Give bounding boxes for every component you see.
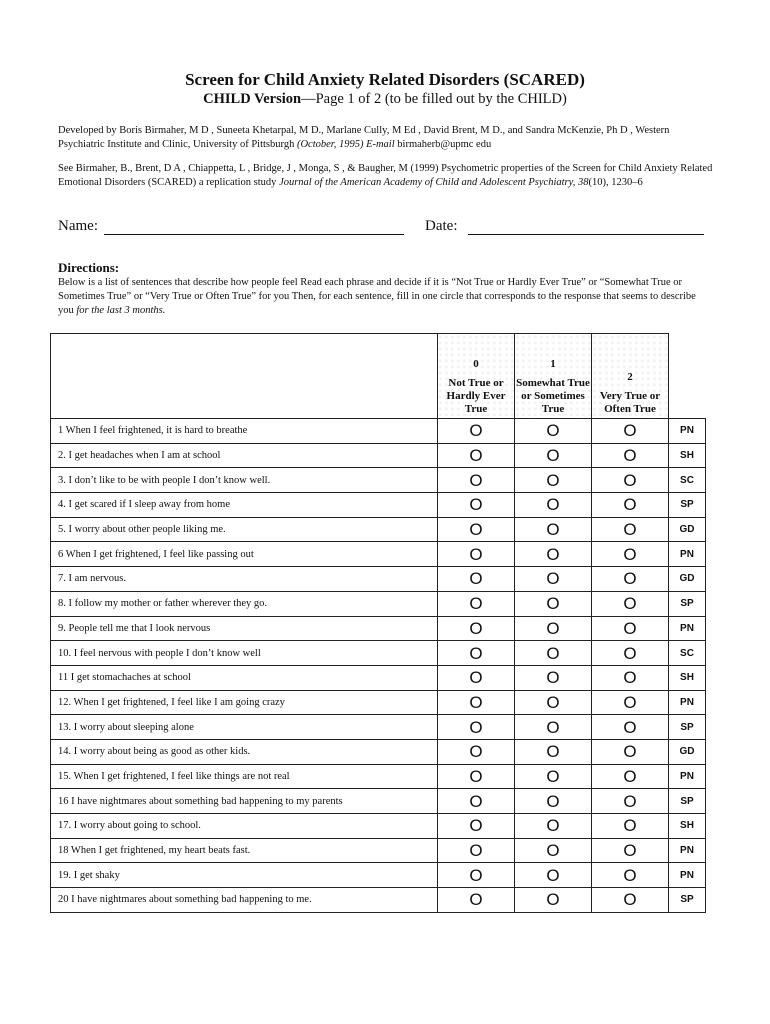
response-circle-1[interactable]: O bbox=[546, 495, 560, 515]
item-text: 10. I feel nervous with people I don’t know well bbox=[51, 641, 438, 666]
response-cell-1 bbox=[515, 542, 592, 567]
response-circle-2[interactable]: O bbox=[623, 791, 637, 811]
table-row bbox=[51, 419, 706, 444]
response-cell-1 bbox=[515, 517, 592, 542]
table-row bbox=[51, 764, 706, 789]
item-code: SC bbox=[669, 641, 706, 666]
response-cell-1 bbox=[515, 641, 592, 666]
response-circle-0[interactable]: O bbox=[469, 470, 483, 490]
version-description: —Page 1 of 2 (to be filled out by the CHILD) bbox=[301, 91, 567, 107]
response-circle-0[interactable]: O bbox=[469, 569, 483, 589]
table-row bbox=[51, 888, 706, 913]
response-circle-2[interactable]: O bbox=[623, 692, 637, 712]
response-cell-2 bbox=[592, 690, 669, 715]
response-cell-2 bbox=[592, 665, 669, 690]
response-circle-2[interactable]: O bbox=[623, 890, 637, 910]
response-circle-0[interactable]: O bbox=[469, 520, 483, 540]
response-cell-2 bbox=[592, 641, 669, 666]
response-cell-0 bbox=[438, 838, 515, 863]
response-circle-2[interactable]: O bbox=[623, 668, 637, 688]
response-circle-0[interactable]: O bbox=[469, 742, 483, 762]
item-code: SH bbox=[669, 665, 706, 690]
item-text: 19. I get shaky bbox=[51, 863, 438, 888]
item-code: GD bbox=[669, 567, 706, 592]
name-label: Name: bbox=[58, 218, 98, 234]
response-circle-1[interactable]: O bbox=[546, 766, 560, 786]
header-code-spacer bbox=[669, 334, 706, 419]
response-circle-0[interactable]: O bbox=[469, 618, 483, 638]
response-circle-2[interactable]: O bbox=[623, 470, 637, 490]
table-row bbox=[51, 493, 706, 518]
response-circle-0[interactable]: O bbox=[469, 668, 483, 688]
response-circle-1[interactable]: O bbox=[546, 446, 560, 466]
item-text: 15. When I get frightened, I feel like things are not real bbox=[51, 764, 438, 789]
response-circle-0[interactable]: O bbox=[469, 791, 483, 811]
table-row bbox=[51, 665, 706, 690]
response-circle-0[interactable]: O bbox=[469, 594, 483, 614]
item-code: GD bbox=[669, 739, 706, 764]
table-row bbox=[51, 443, 706, 468]
response-cell-0 bbox=[438, 764, 515, 789]
response-cell-1 bbox=[515, 419, 592, 444]
item-text: 5. I worry about other people liking me. bbox=[51, 517, 438, 542]
response-cell-0 bbox=[438, 715, 515, 740]
response-circle-1[interactable]: O bbox=[546, 618, 560, 638]
item-code: PN bbox=[669, 764, 706, 789]
item-code: SC bbox=[669, 468, 706, 493]
date-label: Date: bbox=[425, 218, 458, 234]
item-text: 14. I worry about being as good as other kids. bbox=[51, 739, 438, 764]
citation: See Birmaher, B., Brent, D A , Chiappetta, L , Bridge, J , Monga, S , & Baugher, M (1999) Psychometric properties of the Screen for Child Anxiety Related Emotional Disorders (SCARED) a replication study Journal of the American Academy of Child and Adolescent Psychiatry, 38(10), 1230–6 bbox=[58, 163, 713, 188]
response-cell-1 bbox=[515, 567, 592, 592]
response-cell-1 bbox=[515, 616, 592, 641]
item-code: PN bbox=[669, 419, 706, 444]
response-cell-0 bbox=[438, 789, 515, 814]
response-circle-1[interactable]: O bbox=[546, 791, 560, 811]
response-circle-2[interactable]: O bbox=[623, 865, 637, 885]
response-circle-2[interactable]: O bbox=[623, 421, 637, 441]
response-circle-0[interactable]: O bbox=[469, 692, 483, 712]
developed-by: Developed by Boris Birmaher, M D , Suneeta Khetarpal, M D., Marlane Cully, M Ed , David Brent, M D., and Sandra McKenzie, Ph D , Western Psychiatric Institute and Clinic, University of Pittsburgh (October, 1995) E-mail birmaherb@upmc edu bbox=[58, 125, 670, 150]
date-field[interactable] bbox=[468, 234, 704, 235]
table-header-row bbox=[51, 334, 706, 419]
response-circle-0[interactable]: O bbox=[469, 890, 483, 910]
response-circle-2[interactable]: O bbox=[623, 643, 637, 663]
table-row bbox=[51, 863, 706, 888]
table-row bbox=[51, 591, 706, 616]
response-cell-2 bbox=[592, 419, 669, 444]
response-cell-2 bbox=[592, 888, 669, 913]
item-code: SP bbox=[669, 715, 706, 740]
response-cell-2 bbox=[592, 493, 669, 518]
item-text: 2. I get headaches when I am at school bbox=[51, 443, 438, 468]
table-row bbox=[51, 789, 706, 814]
table-row bbox=[51, 567, 706, 592]
table-row bbox=[51, 715, 706, 740]
response-circle-2[interactable]: O bbox=[623, 520, 637, 540]
version-label: CHILD Version bbox=[203, 91, 302, 107]
table-row bbox=[51, 641, 706, 666]
response-cell-0 bbox=[438, 517, 515, 542]
table-row bbox=[51, 616, 706, 641]
response-cell-0 bbox=[438, 493, 515, 518]
item-text: 4. I get scared if I sleep away from home bbox=[51, 493, 438, 518]
response-cell-0 bbox=[438, 863, 515, 888]
response-cell-0 bbox=[438, 690, 515, 715]
response-cell-1 bbox=[515, 764, 592, 789]
response-cell-2 bbox=[592, 616, 669, 641]
response-circle-1[interactable]: O bbox=[546, 841, 560, 861]
response-cell-0 bbox=[438, 739, 515, 764]
response-circle-2[interactable]: O bbox=[623, 618, 637, 638]
response-cell-0 bbox=[438, 419, 515, 444]
response-circle-1[interactable]: O bbox=[546, 470, 560, 490]
response-cell-1 bbox=[515, 888, 592, 913]
questionnaire-table bbox=[50, 333, 706, 913]
response-circle-0[interactable]: O bbox=[469, 446, 483, 466]
response-circle-0[interactable]: O bbox=[469, 766, 483, 786]
response-cell-0 bbox=[438, 468, 515, 493]
response-cell-2 bbox=[592, 468, 669, 493]
table-row bbox=[51, 468, 706, 493]
response-cell-2 bbox=[592, 838, 669, 863]
response-circle-0[interactable]: O bbox=[469, 421, 483, 441]
response-circle-1[interactable]: O bbox=[546, 594, 560, 614]
response-cell-1 bbox=[515, 493, 592, 518]
item-code: SP bbox=[669, 888, 706, 913]
questionnaire-rows bbox=[51, 419, 706, 913]
response-circle-2[interactable]: O bbox=[623, 742, 637, 762]
response-cell-1 bbox=[515, 838, 592, 863]
response-circle-2[interactable]: O bbox=[623, 495, 637, 515]
response-cell-1 bbox=[515, 690, 592, 715]
response-cell-2 bbox=[592, 715, 669, 740]
response-circle-0[interactable]: O bbox=[469, 717, 483, 737]
response-cell-1 bbox=[515, 863, 592, 888]
response-circle-0[interactable]: O bbox=[469, 643, 483, 663]
response-cell-0 bbox=[438, 665, 515, 690]
response-circle-1[interactable]: O bbox=[546, 544, 560, 564]
item-text: 12. When I get frightened, I feel like I am going crazy bbox=[51, 690, 438, 715]
response-cell-0 bbox=[438, 591, 515, 616]
response-circle-2[interactable]: O bbox=[623, 766, 637, 786]
response-cell-1 bbox=[515, 468, 592, 493]
item-text: 17. I worry about going to school. bbox=[51, 814, 438, 839]
item-text: 6 When I get frightened, I feel like passing out bbox=[51, 542, 438, 567]
response-circle-1[interactable]: O bbox=[546, 816, 560, 836]
option-header-2: 2 Very True or Often True bbox=[592, 334, 669, 419]
response-cell-0 bbox=[438, 567, 515, 592]
response-cell-2 bbox=[592, 739, 669, 764]
response-cell-0 bbox=[438, 641, 515, 666]
table-row bbox=[51, 517, 706, 542]
response-circle-0[interactable]: O bbox=[469, 841, 483, 861]
response-circle-2[interactable]: O bbox=[623, 446, 637, 466]
response-cell-0 bbox=[438, 888, 515, 913]
response-circle-0[interactable]: O bbox=[469, 544, 483, 564]
directions-text: Below is a list of sentences that describe how people feel Read each phrase and decide if it is “Not True or Hardly Ever True” or “Somewhat True or Sometimes True” or “Very True or Often True” for you Then, for each sentence, fill in one circle that corresponds to the response that seems to describe you for the last 3 months. bbox=[58, 277, 696, 316]
item-text: 16 I have nightmares about something bad happening to my parents bbox=[51, 789, 438, 814]
name-field[interactable] bbox=[104, 234, 404, 235]
item-text: 18 When I get frightened, my heart beats fast. bbox=[51, 838, 438, 863]
item-text: 7. I am nervous. bbox=[51, 567, 438, 592]
response-circle-2[interactable]: O bbox=[623, 569, 637, 589]
response-cell-1 bbox=[515, 591, 592, 616]
item-code: PN bbox=[669, 616, 706, 641]
item-code: SP bbox=[669, 493, 706, 518]
response-circle-0[interactable]: O bbox=[469, 495, 483, 515]
item-code: GD bbox=[669, 517, 706, 542]
item-text: 8. I follow my mother or father wherever they go. bbox=[51, 591, 438, 616]
table-row bbox=[51, 739, 706, 764]
response-circle-2[interactable]: O bbox=[623, 841, 637, 861]
header-blank bbox=[51, 334, 438, 419]
item-text: 1 When I feel frightened, it is hard to breathe bbox=[51, 419, 438, 444]
item-code: PN bbox=[669, 542, 706, 567]
response-cell-1 bbox=[515, 814, 592, 839]
table-row bbox=[51, 690, 706, 715]
item-text: 20 I have nightmares about something bad happening to me. bbox=[51, 888, 438, 913]
response-cell-1 bbox=[515, 789, 592, 814]
response-cell-2 bbox=[592, 443, 669, 468]
response-circle-1[interactable]: O bbox=[546, 865, 560, 885]
item-code: PN bbox=[669, 690, 706, 715]
item-code: SH bbox=[669, 443, 706, 468]
response-circle-0[interactable]: O bbox=[469, 816, 483, 836]
item-code: SH bbox=[669, 814, 706, 839]
response-circle-1[interactable]: O bbox=[546, 717, 560, 737]
response-circle-0[interactable]: O bbox=[469, 865, 483, 885]
response-circle-1[interactable]: O bbox=[546, 520, 560, 540]
item-code: SP bbox=[669, 591, 706, 616]
response-circle-2[interactable]: O bbox=[623, 816, 637, 836]
item-code: PN bbox=[669, 838, 706, 863]
response-cell-2 bbox=[592, 517, 669, 542]
response-circle-1[interactable]: O bbox=[546, 421, 560, 441]
response-cell-0 bbox=[438, 443, 515, 468]
item-code: PN bbox=[669, 863, 706, 888]
response-circle-1[interactable]: O bbox=[546, 643, 560, 663]
response-circle-1[interactable]: O bbox=[546, 668, 560, 688]
response-circle-1[interactable]: O bbox=[546, 569, 560, 589]
response-cell-2 bbox=[592, 764, 669, 789]
option-header-1: 1 Somewhat True or Sometimes True bbox=[515, 334, 592, 419]
response-cell-0 bbox=[438, 814, 515, 839]
response-circle-1[interactable]: O bbox=[546, 742, 560, 762]
response-circle-1[interactable]: O bbox=[546, 692, 560, 712]
response-cell-0 bbox=[438, 542, 515, 567]
response-cell-2 bbox=[592, 567, 669, 592]
item-code: SP bbox=[669, 789, 706, 814]
response-circle-2[interactable]: O bbox=[623, 544, 637, 564]
response-cell-0 bbox=[438, 616, 515, 641]
table-row bbox=[51, 838, 706, 863]
form-subtitle bbox=[0, 91, 770, 108]
item-text: 3. I don’t like to be with people I don’t know well. bbox=[51, 468, 438, 493]
response-cell-2 bbox=[592, 814, 669, 839]
response-cell-1 bbox=[515, 715, 592, 740]
directions-heading: Directions: bbox=[58, 260, 120, 275]
item-text: 11 I get stomachaches at school bbox=[51, 665, 438, 690]
response-circle-1[interactable]: O bbox=[546, 890, 560, 910]
option-header-0: 0 Not True or Hardly Ever True bbox=[438, 334, 515, 419]
response-cell-2 bbox=[592, 863, 669, 888]
response-cell-2 bbox=[592, 542, 669, 567]
response-circle-2[interactable]: O bbox=[623, 594, 637, 614]
response-cell-1 bbox=[515, 443, 592, 468]
item-text: 9. People tell me that I look nervous bbox=[51, 616, 438, 641]
table-row bbox=[51, 542, 706, 567]
item-text: 13. I worry about sleeping alone bbox=[51, 715, 438, 740]
table-row bbox=[51, 814, 706, 839]
response-cell-2 bbox=[592, 591, 669, 616]
response-cell-2 bbox=[592, 789, 669, 814]
response-cell-1 bbox=[515, 739, 592, 764]
form-title: Screen for Child Anxiety Related Disorders (SCARED) bbox=[185, 70, 585, 89]
response-circle-2[interactable]: O bbox=[623, 717, 637, 737]
response-cell-1 bbox=[515, 665, 592, 690]
